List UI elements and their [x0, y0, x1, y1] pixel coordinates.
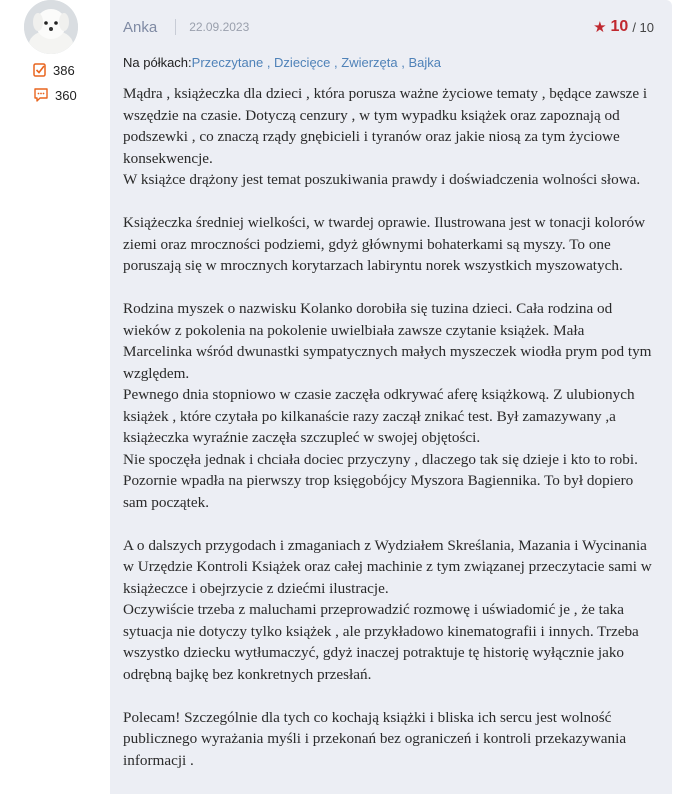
checkbox-icon — [33, 62, 47, 78]
username-link[interactable]: Anka — [123, 18, 158, 36]
reviews-count-stat[interactable] — [33, 87, 77, 103]
user-sidebar — [0, 0, 108, 794]
read-count-stat[interactable] — [33, 62, 75, 78]
review-paragraph: A o dalszych przygodach i zmaganiach z Wydziałem Skreślania, Mazania i Wycinania w Urzędzie Kontroli Książek oraz całej machinie z tym związanej przeczytacie sami w książeczce i obejrzycie z dziećmi ilustracje. Oczywiście trzeba z maluchami przeprowadzić rozmowę i uświadomić je , że taka sytuacja nie dotyczy tylko książek , ale przykładowo kinematografii i innych. Trzeba wszystko dziecku wytłumaczyć, gdyż inaczej potraktuje tę historię wyłącznie jako odrębną bajkę bez konkretnych przesłań. — [123, 536, 652, 683]
rating — [593, 18, 654, 36]
reviews-count: 360 — [55, 87, 77, 103]
review-paragraph: Polecam! Szczególnie dla tych co kochają książki i bliska ich sercu jest wolność publicznego wyrażania myśli i przekonań bez ograniczeń i kontroli przekazywania informacji . — [123, 708, 627, 769]
review-paragraph: Książeczka średniej wielkości, w twardej oprawie. Ilustrowana jest w tonacji kolorów ziemi oraz mroczności podziemi, gdyż głównymi bohaterkami są myszy. To one poruszają się w mrocznych korytarzach labiryntu norek wszystkich myszowatych. — [123, 214, 646, 274]
avatar-image — [24, 0, 78, 54]
review-paragraph: Rodzina myszek o nazwisku Kolanko dorobiła się tuzina dzieci. Cała rodzina od wieków z pokolenia na pokolenie uwielbiała zawsze czytanie książek. Mała Marcelinka wśród dwunastki sympatycznych małych myszeczek wiodła prym pod tym względem. Pewnego dnia stopniowo w czasie zaczęła odkrywać aferę książkową. Z ulubionych książek , które czytała po kilkanaście razy zaczął znikać test. Był zamazywany ,a książeczka wyraźnie zaczęła szczupleć w swojej objętości. Nie spoczęła jednak i chciała dociec przyczyny , dlaczego tak się dzieje i kto to robi. Pozornie wpadła na pierwszy trop księgobójcy Myszora Bagiennika. To był dopiero sam początek. — [123, 300, 652, 511]
review-date: 22.09.2023 — [189, 20, 250, 34]
avatar[interactable] — [24, 0, 78, 54]
shelf-link-read[interactable]: Przeczytane — [191, 55, 264, 70]
header-divider — [175, 19, 176, 35]
speech-bubble-icon — [33, 87, 49, 103]
rating-value: 10 — [610, 18, 629, 35]
review-header — [123, 16, 654, 38]
review-text — [123, 83, 653, 793]
shelves: Na półkach:Przeczytane , Dziecięce , Zwierzęta , Bajka — [123, 55, 441, 70]
page-margin — [672, 0, 700, 794]
review-paragraph: Mądra , książeczka dla dzieci , która porusza ważne życiowe tematy , będące zawsze i wszędzie na czasie. Dotyczą cenzury , w tym wypadku książek oraz zapoznają od podszewki , co znaczą rządy gnębicieli i tyranów oraz jakie niosą za tym życiowe konsekwencje. W książce drążony jest temat poszukiwania prawdy i doświadczenia wolności słowa. — [123, 85, 648, 188]
shelves-label: Na półkach: — [123, 55, 192, 70]
review-card — [110, 0, 672, 794]
shelf-link-fairytale[interactable]: Bajka — [408, 55, 441, 70]
shelf-link-children[interactable]: Dziecięce — [274, 55, 331, 70]
star-icon: ★ — [593, 19, 607, 36]
shelf-link-animals[interactable]: Zwierzęta — [341, 55, 398, 70]
rating-max: / 10 — [632, 19, 654, 35]
read-count: 386 — [53, 62, 75, 78]
